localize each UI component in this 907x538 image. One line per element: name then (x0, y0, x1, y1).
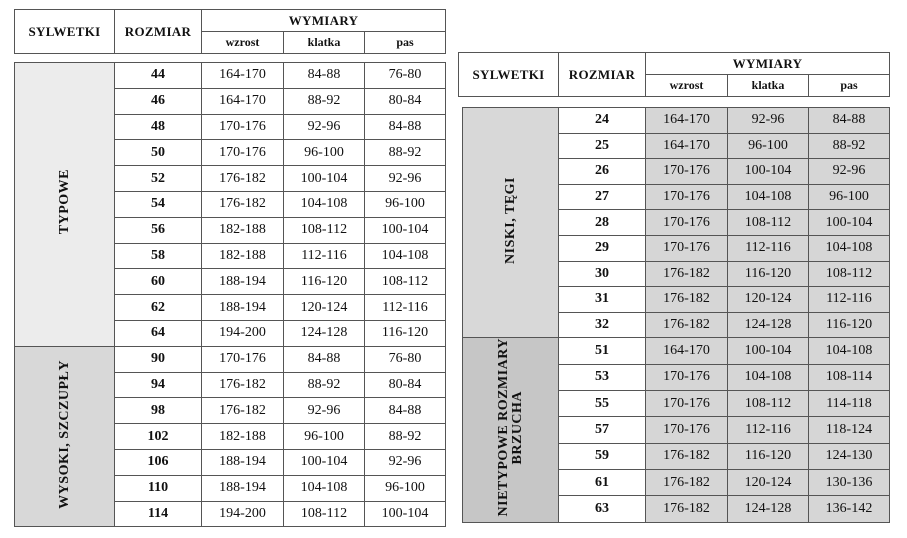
size-cell: 54 (115, 191, 202, 217)
pas-cell: 116-120 (809, 312, 890, 338)
size-cell: 53 (559, 364, 646, 390)
wzrost-cell: 188-194 (202, 475, 284, 501)
size-cell: 26 (559, 159, 646, 185)
group-label-text: NIETYPOWE ROZMIARY (495, 338, 511, 517)
group-label (15, 346, 115, 527)
klatka-cell: 84-88 (284, 63, 365, 89)
pas-cell: 92-96 (365, 166, 446, 192)
size-cell: 29 (559, 235, 646, 261)
wzrost-cell: 176-182 (646, 261, 728, 287)
klatka-cell: 92-96 (728, 108, 809, 134)
wzrost-cell: 176-182 (646, 470, 728, 496)
pas-cell: 88-92 (809, 133, 890, 159)
table-row (463, 338, 890, 364)
klatka-cell: 108-112 (728, 210, 809, 236)
size-cell: 98 (115, 398, 202, 424)
klatka-cell: 112-116 (284, 243, 365, 269)
header-sylwetki: SYLWETKI (15, 10, 115, 54)
pas-cell: 88-92 (365, 424, 446, 450)
header-klatka: klatka (728, 75, 809, 97)
header-pas: pas (809, 75, 890, 97)
header-rozmiar: ROZMIAR (559, 53, 646, 97)
size-cell: 114 (115, 501, 202, 527)
pas-cell: 112-116 (365, 295, 446, 321)
table-row (15, 346, 446, 372)
wzrost-cell: 170-176 (646, 235, 728, 261)
pas-cell: 100-104 (809, 210, 890, 236)
klatka-cell: 96-100 (728, 133, 809, 159)
size-cell: 60 (115, 269, 202, 295)
wzrost-cell: 182-188 (202, 243, 284, 269)
size-cell: 102 (115, 424, 202, 450)
wzrost-cell: 182-188 (202, 217, 284, 243)
header-klatka: klatka (284, 32, 365, 54)
header-wzrost: wzrost (202, 32, 284, 54)
klatka-cell: 104-108 (728, 184, 809, 210)
wzrost-cell: 176-182 (646, 287, 728, 313)
size-cell: 31 (559, 287, 646, 313)
size-cell: 64 (115, 320, 202, 346)
klatka-cell: 104-108 (728, 364, 809, 390)
pas-cell: 112-116 (809, 287, 890, 313)
size-cell: 62 (115, 295, 202, 321)
header-sylwetki: SYLWETKI (459, 53, 559, 97)
group-label-text: BRZUCHA (509, 390, 525, 465)
pas-cell: 92-96 (365, 449, 446, 475)
pas-cell: 84-88 (809, 108, 890, 134)
klatka-cell: 124-128 (728, 312, 809, 338)
header-rozmiar: ROZMIAR (115, 10, 202, 54)
size-cell: 90 (115, 346, 202, 372)
wzrost-cell: 188-194 (202, 295, 284, 321)
size-cell: 56 (115, 217, 202, 243)
pas-cell: 76-80 (365, 63, 446, 89)
table-row (15, 63, 446, 89)
wzrost-cell: 170-176 (646, 417, 728, 443)
group-label-text: TYPOWE (56, 169, 72, 235)
pas-cell: 108-112 (809, 261, 890, 287)
pas-cell: 88-92 (365, 140, 446, 166)
header-wzrost: wzrost (646, 75, 728, 97)
klatka-cell: 112-116 (728, 417, 809, 443)
wzrost-cell: 164-170 (202, 88, 284, 114)
klatka-cell: 88-92 (284, 88, 365, 114)
header-wymiary: WYMIARY (202, 10, 446, 32)
pas-cell: 124-130 (809, 443, 890, 469)
pas-cell: 84-88 (365, 398, 446, 424)
pas-cell: 104-108 (365, 243, 446, 269)
klatka-cell: 116-120 (728, 261, 809, 287)
size-cell: 46 (115, 88, 202, 114)
wzrost-cell: 170-176 (646, 184, 728, 210)
group-label-text: WYSOKI, SZCZUPŁY (56, 359, 72, 509)
size-cell: 50 (115, 140, 202, 166)
klatka-cell: 96-100 (284, 140, 365, 166)
klatka-cell: 100-104 (728, 159, 809, 185)
size-cell: 63 (559, 496, 646, 522)
size-cell: 106 (115, 449, 202, 475)
klatka-cell: 116-120 (728, 443, 809, 469)
pas-cell: 136-142 (809, 496, 890, 522)
wzrost-cell: 170-176 (646, 391, 728, 417)
wzrost-cell: 170-176 (646, 210, 728, 236)
size-cell: 59 (559, 443, 646, 469)
size-cell: 61 (559, 470, 646, 496)
size-cell: 28 (559, 210, 646, 236)
wzrost-cell: 164-170 (646, 108, 728, 134)
wzrost-cell: 176-182 (202, 191, 284, 217)
pas-cell: 100-104 (365, 217, 446, 243)
wzrost-cell: 176-182 (202, 166, 284, 192)
pas-cell: 114-118 (809, 391, 890, 417)
pas-cell: 116-120 (365, 320, 446, 346)
size-cell: 32 (559, 312, 646, 338)
pas-cell: 80-84 (365, 88, 446, 114)
pas-cell: 108-112 (365, 269, 446, 295)
size-cell: 57 (559, 417, 646, 443)
pas-cell: 76-80 (365, 346, 446, 372)
klatka-cell: 92-96 (284, 398, 365, 424)
wzrost-cell: 176-182 (646, 496, 728, 522)
klatka-cell: 88-92 (284, 372, 365, 398)
right-header-table (458, 52, 890, 97)
wzrost-cell: 188-194 (202, 449, 284, 475)
size-cell: 44 (115, 63, 202, 89)
klatka-cell: 124-128 (728, 496, 809, 522)
size-cell: 24 (559, 108, 646, 134)
left-header-table (14, 9, 446, 54)
group-label-text: NISKI, TĘGI (502, 176, 518, 264)
header-wymiary: WYMIARY (646, 53, 890, 75)
wzrost-cell: 170-176 (646, 159, 728, 185)
klatka-cell: 108-112 (284, 501, 365, 527)
size-cell: 94 (115, 372, 202, 398)
pas-cell: 104-108 (809, 338, 890, 364)
klatka-cell: 108-112 (284, 217, 365, 243)
size-cell: 51 (559, 338, 646, 364)
klatka-cell: 104-108 (284, 191, 365, 217)
klatka-cell: 96-100 (284, 424, 365, 450)
table-row (463, 108, 890, 134)
klatka-cell: 100-104 (284, 166, 365, 192)
wzrost-cell: 176-182 (202, 372, 284, 398)
wzrost-cell: 170-176 (202, 140, 284, 166)
klatka-cell: 120-124 (284, 295, 365, 321)
wzrost-cell: 164-170 (646, 133, 728, 159)
klatka-cell: 108-112 (728, 391, 809, 417)
size-cell: 55 (559, 391, 646, 417)
wzrost-cell: 188-194 (202, 269, 284, 295)
size-cell: 25 (559, 133, 646, 159)
group-label (463, 338, 559, 522)
pas-cell: 100-104 (365, 501, 446, 527)
wzrost-cell: 170-176 (202, 346, 284, 372)
wzrost-cell: 176-182 (646, 312, 728, 338)
pas-cell: 96-100 (809, 184, 890, 210)
pas-cell: 130-136 (809, 470, 890, 496)
size-cell: 58 (115, 243, 202, 269)
wzrost-cell: 176-182 (202, 398, 284, 424)
group-label (15, 63, 115, 347)
klatka-cell: 124-128 (284, 320, 365, 346)
klatka-cell: 120-124 (728, 287, 809, 313)
wzrost-cell: 194-200 (202, 320, 284, 346)
pas-cell: 96-100 (365, 191, 446, 217)
group-label (463, 108, 559, 338)
klatka-cell: 116-120 (284, 269, 365, 295)
pas-cell: 80-84 (365, 372, 446, 398)
wzrost-cell: 170-176 (202, 114, 284, 140)
size-cell: 30 (559, 261, 646, 287)
wzrost-cell: 164-170 (646, 338, 728, 364)
right-size-table (462, 107, 890, 523)
wzrost-cell: 194-200 (202, 501, 284, 527)
size-cell: 48 (115, 114, 202, 140)
klatka-cell: 92-96 (284, 114, 365, 140)
size-cell: 110 (115, 475, 202, 501)
size-cell: 27 (559, 184, 646, 210)
klatka-cell: 100-104 (284, 449, 365, 475)
header-pas: pas (365, 32, 446, 54)
pas-cell: 118-124 (809, 417, 890, 443)
pas-cell: 96-100 (365, 475, 446, 501)
pas-cell: 84-88 (365, 114, 446, 140)
klatka-cell: 112-116 (728, 235, 809, 261)
wzrost-cell: 176-182 (646, 443, 728, 469)
pas-cell: 108-114 (809, 364, 890, 390)
klatka-cell: 84-88 (284, 346, 365, 372)
klatka-cell: 100-104 (728, 338, 809, 364)
wzrost-cell: 170-176 (646, 364, 728, 390)
left-size-table (14, 62, 446, 527)
klatka-cell: 120-124 (728, 470, 809, 496)
wzrost-cell: 182-188 (202, 424, 284, 450)
pas-cell: 104-108 (809, 235, 890, 261)
wzrost-cell: 164-170 (202, 63, 284, 89)
pas-cell: 92-96 (809, 159, 890, 185)
size-cell: 52 (115, 166, 202, 192)
klatka-cell: 104-108 (284, 475, 365, 501)
